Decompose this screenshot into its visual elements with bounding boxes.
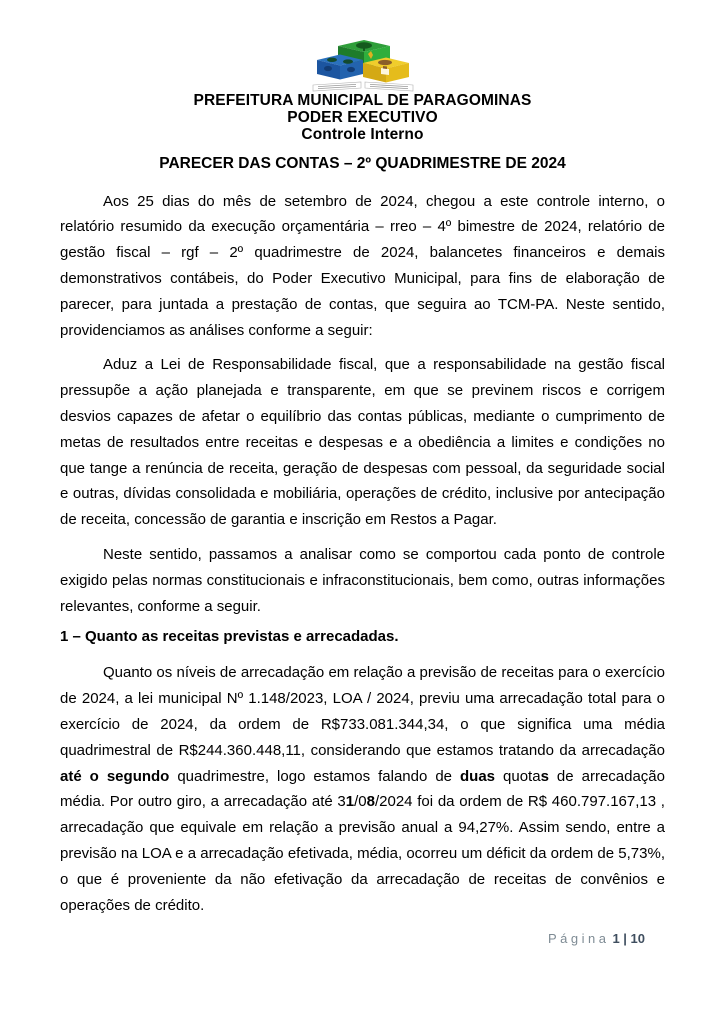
org-branch: PODER EXECUTIVO [287, 109, 438, 127]
paragraph-fiscal-responsibility-law: Aduz a Lei de Responsabilidade fiscal, que a responsabilidade na gestão fiscal pressupõe a ação planejada e transparente, em que se previnem riscos e corrigem desvios capazes de afetar o equilíbrio das contas públicas, mediante o cumprimento de metas de resultados entre receitas e despesas e a obediência a limites e condições no que tange a renúncia de receita, geração de despesas com pessoal, da seguridade social e outras, dívidas consolidada e mobiliária, operações de crédito, inclusive por antecipação de receita, concessão de garantia e inscrição em Restos a Pagar. [60, 356, 665, 529]
paragraph-analysis-note: Neste sentido, passamos a analisar como se comportou cada ponto de controle exigido pelas normas constitucionais e infraconstitucionais, bem como, outras informações relevantes, conforme a seguir. [60, 545, 665, 615]
logo-container [60, 38, 665, 92]
page-footer [548, 930, 645, 948]
document-body [60, 189, 665, 919]
paragraph-intro: Aos 25 dias do mês de setembro de 2024, chegou a este controle interno, o relatório resumido da execução orçamentária – rreo – 4º bimestre de 2024, relatório de gestão fiscal – rgf – 2º quadrimestre de 2024, balancetes financeiros e demais demonstrativos contábeis, do Poder Executivo Municipal, para fins de elaboração de parecer, para juntada a prestação de contas, que seguira ao TCM-PA. Neste sentido, providenciamos as análises conforme a seguir: [60, 192, 665, 339]
paragominas-crest-logo-icon [311, 38, 415, 92]
logo-building-icon [378, 60, 392, 65]
org-header [60, 92, 665, 144]
logo-ribbon-banner [313, 82, 413, 91]
paragraph-revenue-analysis: Quanto os níveis de arrecadação em relação a previsão de receitas para o exercício de 2024, a lei municipal Nº 1.148/2023, LOA / 2024, previu uma arrecadação total para o exercício de 2024, da ordem de R$733.081.344,34, o que significa uma média quadrimestral de R$244.360.448,11, considerando que estamos tratando da arrecadação até o segundo quadrimestre, logo estamos falando de duas quotas de arrecadação média. Por outro giro, a arrecadação até 31/08/2024 foi da ordem de R$ 460.797.167,13 , arrecadação que equivale em relação a previsão anual a 94,27%. Assim sendo, entre a previsão na LOA e a arrecadação efetivada, média, ocorreu um déficit da ordem de 5,73%, o que é proveniente da não efetivação da arrecadação de receitas de convênios e operações de crédito. [60, 664, 665, 914]
section-1-heading: 1 – Quanto as receitas previstas e arrecadadas. [60, 628, 399, 646]
footer-page-number: 1 | 10 [612, 931, 645, 946]
footer-page-label: Página [547, 931, 610, 946]
org-department: Controle Interno [301, 126, 424, 144]
org-name: PREFEITURA MUNICIPAL DE PARAGOMINAS [193, 92, 532, 109]
document-title: PARECER DAS CONTAS – 2º QUADRIMESTRE DE 2024 [159, 154, 566, 172]
